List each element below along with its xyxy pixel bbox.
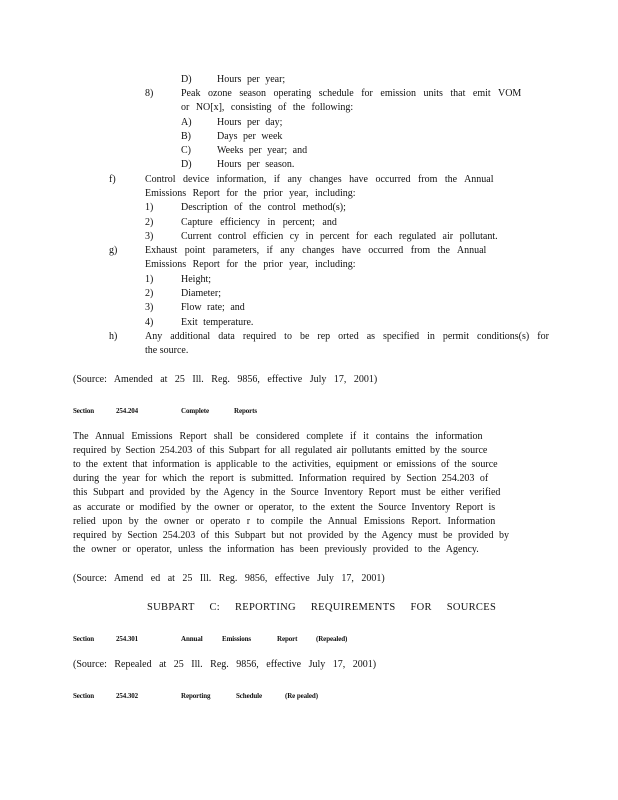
section-title: Annual <box>181 635 203 643</box>
section-status: (Repealed) <box>316 635 348 643</box>
list-marker: 2) <box>145 217 154 228</box>
list-item-text: Height; <box>181 274 211 285</box>
paragraph-line: the owner or operator, unless the information has been previously provided to the Agency. <box>73 544 479 555</box>
list-item-text: Exit temperature. <box>181 317 254 328</box>
list-item-text: Hours per season. <box>217 159 295 170</box>
section-title: Reporting <box>181 692 211 700</box>
list-item-text: Days per week <box>217 131 283 142</box>
section-title: Emissions <box>222 635 252 643</box>
section-title: Complete <box>181 407 209 415</box>
list-marker: 1) <box>145 274 154 285</box>
list-item-text: Hours per year; <box>217 74 286 85</box>
paragraph-line: The Annual Emissions Report shall be considered complete if it contains the information <box>73 431 483 442</box>
paragraph-line: relied upon by the owner or operato r to compile the Annual Emissions Report. Information <box>73 516 496 527</box>
paragraph-line: Any additional data required to be rep orted as specified in permit conditions(s) for <box>145 331 549 342</box>
list-item-text: Description of the control method(s); <box>181 202 346 213</box>
subpart-heading: SUBPART C: REPORTING REQUIREMENTS FOR SOURCES <box>147 602 497 613</box>
list-item-text: Diameter; <box>181 288 221 299</box>
list-item-text: Capture efficiency in percent; and <box>181 217 337 228</box>
paragraph-line: as accurate or modified by the owner or operator, to the extent the Source Inventory Report is <box>73 502 496 513</box>
list-marker: g) <box>109 245 118 256</box>
list-marker: D) <box>181 159 192 170</box>
list-marker: 4) <box>145 317 154 328</box>
paragraph-line: Exhaust point parameters, if any changes have occurred from the Annual <box>145 245 487 256</box>
list-item-text: Current control efficien cy in percent for each regulated air pollutant. <box>181 231 498 242</box>
paragraph-line: this Subpart and provided by the Agency in the Source Inventory Report must be either verified <box>73 487 501 498</box>
list-marker: 2) <box>145 288 154 299</box>
paragraph-line: to the extent that information is applicable to the activities, equipment or emissions of the source <box>73 459 498 470</box>
source-note: (Source: Amended at 25 Ill. Reg. 9856, effective July 17, 2001) <box>73 374 378 385</box>
list-marker: f) <box>109 174 116 185</box>
list-marker: C) <box>181 145 191 156</box>
section-label: Section <box>73 407 95 415</box>
list-marker: 3) <box>145 302 154 313</box>
list-marker: A) <box>181 117 192 128</box>
list-item-text: Weeks per year; and <box>217 145 308 156</box>
section-label: Section <box>73 635 95 643</box>
paragraph-line: required by Section 254.203 of this Subpart for all regulated air pollutants emitted by the source <box>73 445 488 456</box>
paragraph-line: the source. <box>145 345 189 356</box>
section-title: Report <box>277 635 298 643</box>
section-number: 254.302 <box>116 692 139 700</box>
list-item-text: Flow rate; and <box>181 302 245 313</box>
source-note: (Source: Amend ed at 25 Ill. Reg. 9856, effective July 17, 2001) <box>73 573 385 584</box>
list-marker: 8) <box>145 88 154 99</box>
paragraph-line: Control device information, if any changes have occurred from the Annual <box>145 174 494 185</box>
section-title: Reports <box>234 407 258 415</box>
section-number: 254.301 <box>116 635 139 643</box>
section-status: (Re pealed) <box>285 692 318 700</box>
paragraph-line: or NO[x], consisting of the following: <box>181 102 354 113</box>
section-number: 254.204 <box>116 407 139 415</box>
list-marker: h) <box>109 331 118 342</box>
section-label: Section <box>73 692 95 700</box>
list-marker: 3) <box>145 231 154 242</box>
paragraph-line: during the year for which the report is submitted. Information required by Section 254.203 of <box>73 473 489 484</box>
list-marker: B) <box>181 131 191 142</box>
paragraph-line: Emissions Report for the prior year, including: <box>145 259 356 270</box>
section-title: Schedule <box>236 692 263 700</box>
source-note: (Source: Repealed at 25 Ill. Reg. 9856, effective July 17, 2001) <box>73 659 377 670</box>
list-item-text: Hours per day; <box>217 117 283 128</box>
paragraph-line: required by Section 254.203 of this Subpart but not provided by the Agency must be provided by <box>73 530 509 541</box>
list-marker: 1) <box>145 202 154 213</box>
paragraph-line: Peak ozone season operating schedule for emission units that emit VOM <box>181 88 522 99</box>
paragraph-line: Emissions Report for the prior year, including: <box>145 188 356 199</box>
list-marker: D) <box>181 74 192 85</box>
